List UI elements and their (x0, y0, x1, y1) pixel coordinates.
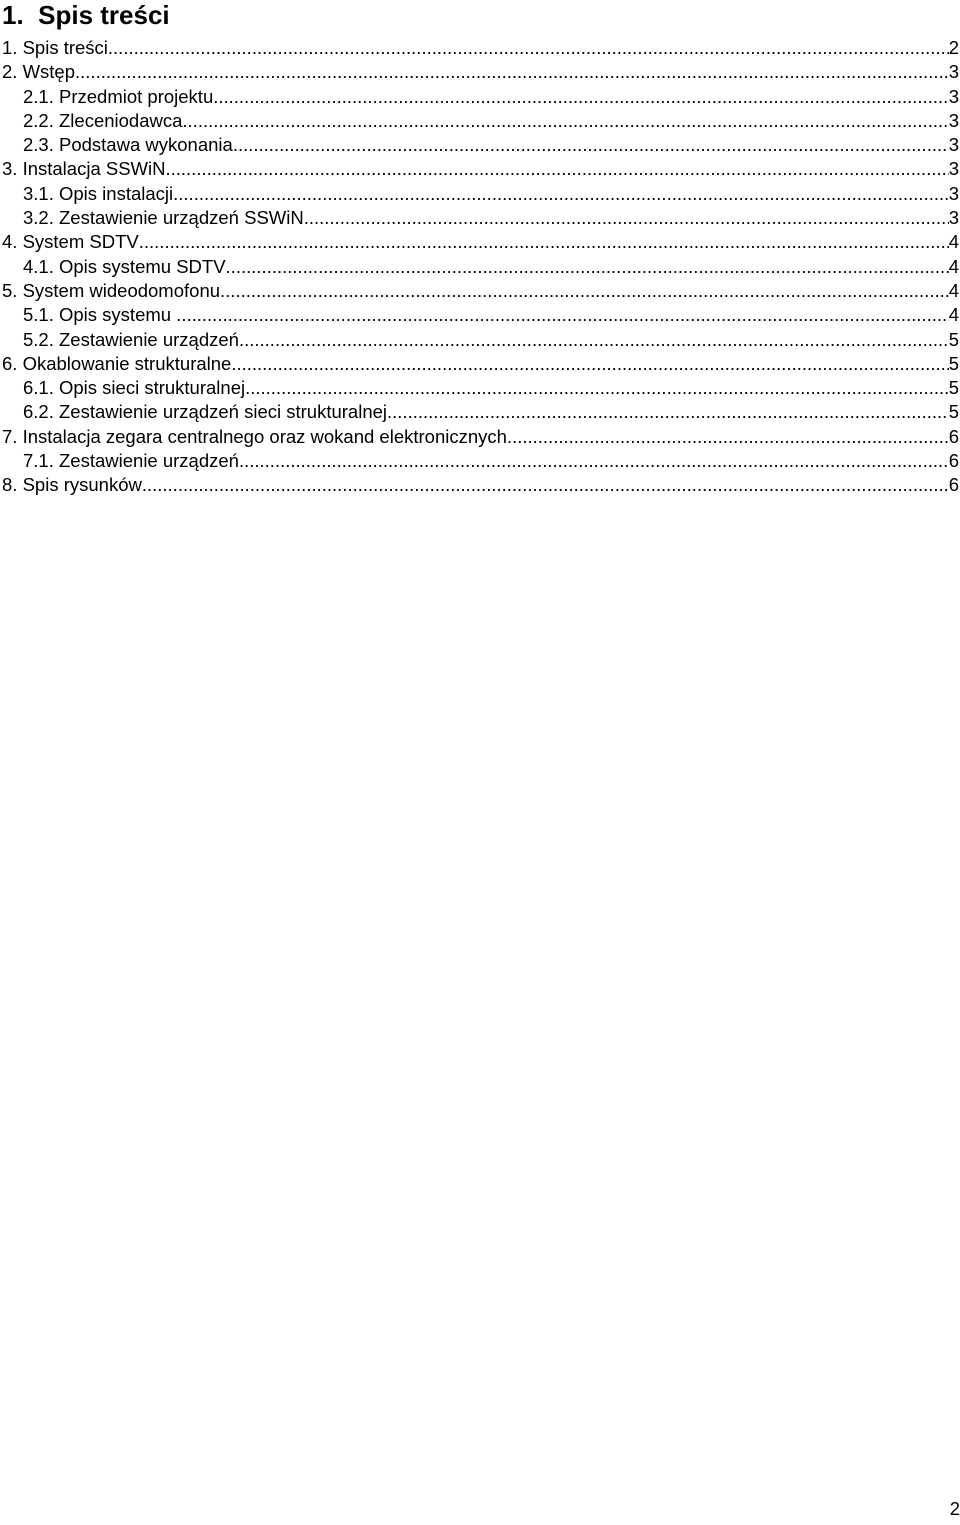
toc-entry-title: Opis instalacji (59, 182, 174, 204)
toc-entry-number: 4.1. (23, 255, 54, 277)
toc-entry-title: Przedmiot projektu (59, 85, 214, 107)
toc-entry[interactable] (0, 60, 960, 84)
toc-leader (213, 85, 948, 109)
toc-entry-page: 4 (948, 231, 959, 253)
toc-entry-title: Instalacja SSWiN (22, 158, 166, 180)
toc-leader (304, 206, 949, 230)
toc-entry-page: 4 (948, 304, 959, 326)
toc-leader (142, 473, 949, 497)
toc-entry[interactable] (0, 473, 960, 497)
toc-entry-number: 2.2. (23, 109, 54, 131)
toc-leader (139, 230, 949, 254)
toc-entry-number: 2.1. (23, 85, 54, 107)
toc-entry-page: 5 (948, 352, 959, 374)
toc-leader (226, 255, 949, 279)
toc-leader (220, 279, 949, 303)
toc-entry-title: Zestawienie urządzeń sieci strukturalnej (59, 401, 388, 423)
toc-leader (239, 328, 949, 352)
toc-leader (387, 400, 949, 424)
toc-entry-page: 3 (948, 109, 959, 131)
toc-entry[interactable] (0, 133, 960, 157)
toc-entry-page: 6 (948, 474, 959, 496)
toc-entry-page: 3 (948, 158, 959, 180)
toc-leader (245, 376, 949, 400)
toc-entry-title: Opis systemu SDTV (59, 255, 226, 277)
toc-entry-page: 2 (948, 37, 959, 58)
page-number: 2 (949, 1498, 960, 1519)
toc-entry-title: Wstęp (22, 61, 76, 83)
toc-entry-page: 6 (948, 425, 959, 447)
toc-entry-number: 4. (2, 231, 18, 253)
toc-entry[interactable] (0, 182, 960, 206)
toc-entry[interactable] (0, 206, 960, 230)
toc-leader (239, 449, 949, 473)
toc-entry-number: 1. (2, 37, 18, 58)
toc-entry-title: Zestawienie urządzeń SSWiN (59, 207, 304, 229)
page-title: 1. Spis treści (2, 0, 170, 30)
toc-entry-number: 5. (2, 279, 18, 301)
toc-leader (231, 352, 948, 376)
toc-entry[interactable] (0, 400, 960, 424)
toc-entry-number: 3.1. (23, 182, 54, 204)
toc-entry[interactable] (0, 376, 960, 400)
toc-entry-number: 7.1. (23, 450, 54, 472)
toc-entry-number: 8. (2, 474, 18, 496)
toc-entry-number: 5.1. (23, 304, 54, 326)
toc-entry-page: 5 (948, 377, 959, 399)
toc-entry-page: 6 (948, 450, 959, 472)
toc-entry-title: Spis treści (22, 37, 108, 58)
toc-entry[interactable] (0, 449, 960, 473)
toc-entry-page: 3 (948, 134, 959, 156)
toc-leader (233, 133, 949, 157)
toc-entry-title: Zleceniodawca (59, 109, 183, 131)
toc-entry-page: 5 (948, 401, 959, 423)
toc-entry[interactable] (0, 157, 960, 181)
toc-leader (108, 36, 949, 60)
toc-entry-title: System SDTV (22, 231, 139, 253)
toc-entry[interactable] (0, 85, 960, 109)
toc-entry-number: 5.2. (23, 328, 54, 350)
toc-entry-page: 5 (948, 328, 959, 350)
toc-entry[interactable] (0, 303, 960, 327)
toc-entry-page: 4 (948, 279, 959, 301)
toc-entry[interactable] (0, 109, 960, 133)
toc-entry-number: 6.1. (23, 377, 54, 399)
toc-entry-title: Podstawa wykonania (59, 134, 233, 156)
toc-entry-title: Opis systemu (59, 304, 177, 326)
toc-entry-page: 3 (948, 85, 959, 107)
toc-entry-number: 6.2. (23, 401, 54, 423)
toc-entry[interactable] (0, 352, 960, 376)
toc-entry-number: 2. (2, 61, 18, 83)
toc-entry-page: 4 (948, 255, 959, 277)
toc-entry-page: 3 (948, 61, 959, 83)
toc-leader (75, 60, 949, 84)
toc-entry-number: 3.2. (23, 207, 54, 229)
toc-leader (176, 303, 949, 327)
toc-entry-page: 3 (948, 182, 959, 204)
toc-entry-page: 3 (948, 207, 959, 229)
toc-leader (182, 109, 948, 133)
toc-entry[interactable] (0, 230, 960, 254)
table-of-contents (0, 36, 960, 498)
toc-leader (173, 182, 949, 206)
toc-entry[interactable] (0, 255, 960, 279)
toc-entry-title: Spis rysunków (22, 474, 142, 496)
toc-entry-title: Okablowanie strukturalne (22, 352, 232, 374)
toc-entry-number: 3. (2, 158, 18, 180)
toc-leader (165, 157, 948, 181)
toc-entry-title: System wideodomofonu (22, 279, 221, 301)
toc-entry-title: Zestawienie urządzeń (59, 450, 239, 472)
toc-entry[interactable] (0, 328, 960, 352)
toc-leader (507, 425, 949, 449)
toc-entry-title: Instalacja zegara centralnego oraz wokand elektronicznych (22, 425, 507, 447)
toc-entry-number: 7. (2, 425, 18, 447)
toc-entry[interactable] (0, 425, 960, 449)
toc-entry-title: Opis sieci strukturalnej (59, 377, 246, 399)
toc-entry-title: Zestawienie urządzeń (59, 328, 239, 350)
toc-entry[interactable] (0, 279, 960, 303)
toc-entry-number: 2.3. (23, 134, 54, 156)
toc-entry[interactable] (0, 36, 960, 60)
toc-entry-number: 6. (2, 352, 18, 374)
